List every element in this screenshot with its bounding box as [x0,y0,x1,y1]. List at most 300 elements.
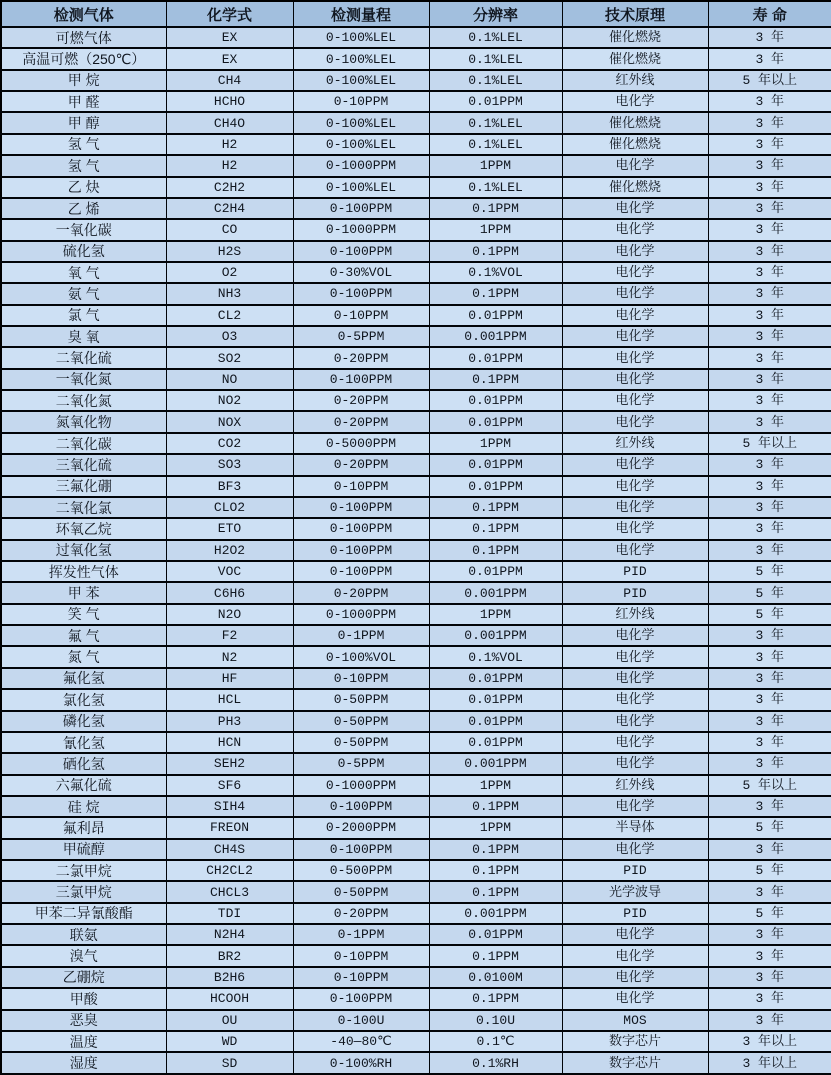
cell-resolution: 0.10U [429,1010,562,1031]
cell-resolution: 0.01PPM [429,305,562,326]
cell-resolution: 0.01PPM [429,689,562,710]
table-row [1,155,831,176]
cell-gas-name: 氟利昂 [1,817,166,838]
cell-technology: 电化学 [562,369,708,390]
table-row [1,668,831,689]
cell-lifespan: 3 年 [708,476,831,497]
cell-resolution: 0.1PPM [429,198,562,219]
cell-lifespan: 3 年以上 [708,1052,831,1074]
cell-gas-name: 二氧化碳 [1,433,166,454]
table-header [1,1,831,27]
cell-chemical-formula: SD [166,1052,293,1074]
cell-chemical-formula: NH3 [166,283,293,304]
table-row [1,177,831,198]
cell-lifespan: 3 年 [708,219,831,240]
cell-gas-name: 氢 气 [1,155,166,176]
cell-gas-name: 氯化氢 [1,689,166,710]
cell-resolution: 0.01PPM [429,668,562,689]
cell-detection-range: 0-100%LEL [293,134,429,155]
cell-technology: 电化学 [562,305,708,326]
cell-technology: 电化学 [562,689,708,710]
cell-chemical-formula: BF3 [166,476,293,497]
cell-technology: 光学波导 [562,881,708,902]
cell-resolution: 0.001PPM [429,326,562,347]
cell-lifespan: 3 年 [708,732,831,753]
table-row [1,369,831,390]
cell-lifespan: 5 年以上 [708,433,831,454]
cell-chemical-formula: TDI [166,903,293,924]
cell-gas-name: 二氧化氯 [1,497,166,518]
table-row [1,219,831,240]
cell-chemical-formula: HCL [166,689,293,710]
cell-resolution: 0.1%LEL [429,177,562,198]
cell-gas-name: 温度 [1,1031,166,1052]
cell-resolution: 0.1PPM [429,988,562,1009]
cell-resolution: 0.1PPM [429,518,562,539]
cell-detection-range: -40—80℃ [293,1031,429,1052]
cell-resolution: 0.01PPM [429,411,562,432]
cell-gas-name: 氨 气 [1,283,166,304]
cell-chemical-formula: OU [166,1010,293,1031]
cell-resolution: 0.0100M [429,967,562,988]
header-row [1,1,831,27]
cell-lifespan: 5 年 [708,561,831,582]
table-row [1,390,831,411]
table-body [1,27,831,1074]
cell-technology: 电化学 [562,198,708,219]
cell-chemical-formula: F2 [166,625,293,646]
cell-chemical-formula: HF [166,668,293,689]
cell-chemical-formula: HCOOH [166,988,293,1009]
cell-gas-name: 磷化氢 [1,711,166,732]
cell-gas-name: 氢 气 [1,134,166,155]
cell-chemical-formula: N2H4 [166,924,293,945]
cell-chemical-formula: ETO [166,518,293,539]
cell-technology: 数字芯片 [562,1052,708,1074]
cell-lifespan: 3 年 [708,540,831,561]
cell-detection-range: 0-50PPM [293,881,429,902]
table-row [1,540,831,561]
cell-lifespan: 3 年 [708,945,831,966]
table-row [1,497,831,518]
cell-lifespan: 3 年 [708,796,831,817]
table-row [1,561,831,582]
cell-gas-name: 氰化氢 [1,732,166,753]
cell-lifespan: 3 年 [708,411,831,432]
cell-lifespan: 5 年以上 [708,70,831,91]
cell-lifespan: 3 年 [708,112,831,133]
cell-chemical-formula: HCHO [166,91,293,112]
table-row [1,817,831,838]
table-row [1,305,831,326]
cell-detection-range: 0-100%LEL [293,177,429,198]
cell-detection-range: 0-1000PPM [293,155,429,176]
cell-chemical-formula: CH4 [166,70,293,91]
cell-chemical-formula: PH3 [166,711,293,732]
cell-detection-range: 0-5PPM [293,753,429,774]
cell-gas-name: 二氧化氮 [1,390,166,411]
cell-detection-range: 0-100PPM [293,839,429,860]
table-row [1,775,831,796]
cell-gas-name: 联氨 [1,924,166,945]
table-row [1,1052,831,1074]
table-row [1,1010,831,1031]
cell-detection-range: 0-10PPM [293,668,429,689]
cell-lifespan: 3 年 [708,668,831,689]
cell-technology: 电化学 [562,241,708,262]
cell-detection-range: 0-100%LEL [293,112,429,133]
cell-detection-range: 0-100PPM [293,561,429,582]
cell-resolution: 1PPM [429,817,562,838]
cell-chemical-formula: CH4O [166,112,293,133]
cell-lifespan: 3 年 [708,689,831,710]
cell-resolution: 0.1PPM [429,839,562,860]
cell-lifespan: 3 年 [708,988,831,1009]
cell-chemical-formula: CO [166,219,293,240]
cell-chemical-formula: EX [166,48,293,69]
table-row [1,860,831,881]
table-row [1,881,831,902]
cell-technology: 电化学 [562,753,708,774]
cell-resolution: 0.1%RH [429,1052,562,1074]
table-row [1,924,831,945]
cell-gas-name: 三氟化硼 [1,476,166,497]
cell-technology: 电化学 [562,796,708,817]
cell-lifespan: 3 年 [708,326,831,347]
cell-technology: 电化学 [562,411,708,432]
cell-gas-name: 一氧化氮 [1,369,166,390]
cell-resolution: 0.1PPM [429,796,562,817]
cell-technology: 电化学 [562,625,708,646]
cell-chemical-formula: CH4S [166,839,293,860]
cell-lifespan: 3 年 [708,27,831,48]
cell-chemical-formula: SEH2 [166,753,293,774]
cell-technology: 电化学 [562,646,708,667]
cell-resolution: 0.01PPM [429,711,562,732]
column-header-gas-name: 检测气体 [1,1,166,27]
column-header-technology: 技术原理 [562,1,708,27]
cell-resolution: 0.01PPM [429,476,562,497]
cell-gas-name: 二氧化硫 [1,347,166,368]
cell-resolution: 0.1℃ [429,1031,562,1052]
cell-resolution: 0.001PPM [429,753,562,774]
table-row [1,70,831,91]
cell-chemical-formula: CO2 [166,433,293,454]
cell-gas-name: 氮氧化物 [1,411,166,432]
cell-resolution: 0.1PPM [429,497,562,518]
cell-resolution: 0.001PPM [429,582,562,603]
cell-resolution: 0.1PPM [429,860,562,881]
cell-technology: PID [562,582,708,603]
cell-detection-range: 0-1PPM [293,924,429,945]
cell-technology: 电化学 [562,347,708,368]
cell-technology: 电化学 [562,540,708,561]
cell-chemical-formula: H2O2 [166,540,293,561]
cell-chemical-formula: N2O [166,604,293,625]
cell-resolution: 1PPM [429,775,562,796]
cell-lifespan: 5 年 [708,860,831,881]
cell-gas-name: 乙 炔 [1,177,166,198]
cell-gas-name: 氯 气 [1,305,166,326]
cell-detection-range: 0-2000PPM [293,817,429,838]
cell-technology: 催化燃烧 [562,177,708,198]
cell-gas-name: 甲苯二异氰酸酯 [1,903,166,924]
cell-gas-name: 甲硫醇 [1,839,166,860]
table-row [1,796,831,817]
cell-lifespan: 5 年 [708,903,831,924]
cell-gas-name: 六氟化硫 [1,775,166,796]
cell-lifespan: 3 年 [708,262,831,283]
cell-detection-range: 0-100%LEL [293,48,429,69]
cell-technology: 电化学 [562,283,708,304]
cell-detection-range: 0-100PPM [293,497,429,518]
cell-detection-range: 0-10PPM [293,305,429,326]
cell-lifespan: 3 年 [708,283,831,304]
cell-gas-name: 甲 醇 [1,112,166,133]
cell-resolution: 0.01PPM [429,454,562,475]
cell-lifespan: 3 年 [708,305,831,326]
cell-technology: 电化学 [562,91,708,112]
table-row [1,518,831,539]
table-row [1,625,831,646]
cell-resolution: 0.01PPM [429,390,562,411]
cell-detection-range: 0-10PPM [293,967,429,988]
cell-technology: 电化学 [562,668,708,689]
cell-resolution: 0.1%LEL [429,27,562,48]
cell-detection-range: 0-5000PPM [293,433,429,454]
cell-gas-name: 氧 气 [1,262,166,283]
cell-technology: 电化学 [562,219,708,240]
cell-lifespan: 3 年 [708,369,831,390]
cell-chemical-formula: C2H4 [166,198,293,219]
table-row [1,112,831,133]
cell-chemical-formula: CLO2 [166,497,293,518]
cell-lifespan: 3 年 [708,134,831,155]
cell-lifespan: 3 年 [708,198,831,219]
table-row [1,134,831,155]
cell-detection-range: 0-100%VOL [293,646,429,667]
cell-gas-name: 环氧乙烷 [1,518,166,539]
cell-detection-range: 0-20PPM [293,411,429,432]
cell-detection-range: 0-100PPM [293,198,429,219]
table-row [1,646,831,667]
table-row [1,241,831,262]
cell-resolution: 0.1%VOL [429,262,562,283]
cell-lifespan: 5 年 [708,817,831,838]
cell-chemical-formula: NOX [166,411,293,432]
cell-detection-range: 0-20PPM [293,582,429,603]
cell-detection-range: 0-100PPM [293,518,429,539]
cell-lifespan: 3 年 [708,497,831,518]
cell-technology: 催化燃烧 [562,134,708,155]
cell-gas-name: 可燃气体 [1,27,166,48]
cell-gas-name: 湿度 [1,1052,166,1074]
cell-resolution: 0.001PPM [429,903,562,924]
table-row [1,1031,831,1052]
cell-lifespan: 5 年 [708,582,831,603]
cell-resolution: 0.1%LEL [429,134,562,155]
table-row [1,326,831,347]
cell-technology: 电化学 [562,390,708,411]
table-row [1,262,831,283]
cell-lifespan: 3 年 [708,390,831,411]
cell-chemical-formula: HCN [166,732,293,753]
cell-resolution: 0.1%LEL [429,70,562,91]
cell-detection-range: 0-100PPM [293,540,429,561]
cell-chemical-formula: EX [166,27,293,48]
cell-detection-range: 0-20PPM [293,903,429,924]
cell-lifespan: 3 年 [708,241,831,262]
table-row [1,604,831,625]
table-row [1,411,831,432]
cell-technology: 半导体 [562,817,708,838]
cell-technology: 红外线 [562,70,708,91]
cell-detection-range: 0-1PPM [293,625,429,646]
table-row [1,988,831,1009]
table-row [1,753,831,774]
cell-gas-name: 笑 气 [1,604,166,625]
cell-resolution: 0.1%LEL [429,48,562,69]
cell-gas-name: 溴气 [1,945,166,966]
cell-chemical-formula: H2 [166,155,293,176]
cell-detection-range: 0-100PPM [293,796,429,817]
cell-chemical-formula: B2H6 [166,967,293,988]
cell-chemical-formula: CH2CL2 [166,860,293,881]
cell-resolution: 0.1PPM [429,241,562,262]
cell-lifespan: 3 年 [708,625,831,646]
cell-detection-range: 0-100PPM [293,369,429,390]
cell-chemical-formula: H2 [166,134,293,155]
cell-technology: 电化学 [562,155,708,176]
cell-resolution: 0.1%VOL [429,646,562,667]
cell-gas-name: 甲酸 [1,988,166,1009]
table-row [1,839,831,860]
cell-chemical-formula: C2H2 [166,177,293,198]
column-header-chemical-formula: 化学式 [166,1,293,27]
cell-detection-range: 0-30%VOL [293,262,429,283]
cell-gas-name: 甲 苯 [1,582,166,603]
cell-chemical-formula: WD [166,1031,293,1052]
cell-gas-name: 氟 气 [1,625,166,646]
cell-technology: 催化燃烧 [562,27,708,48]
cell-lifespan: 3 年 [708,881,831,902]
cell-resolution: 1PPM [429,219,562,240]
cell-detection-range: 0-50PPM [293,689,429,710]
cell-lifespan: 5 年以上 [708,775,831,796]
cell-detection-range: 0-50PPM [293,732,429,753]
table-row [1,582,831,603]
cell-resolution: 0.01PPM [429,924,562,945]
cell-detection-range: 0-1000PPM [293,219,429,240]
cell-lifespan: 3 年以上 [708,1031,831,1052]
cell-resolution: 0.1PPM [429,283,562,304]
table-row [1,903,831,924]
cell-technology: PID [562,561,708,582]
cell-lifespan: 3 年 [708,967,831,988]
cell-detection-range: 0-100PPM [293,241,429,262]
table-row [1,945,831,966]
cell-gas-name: 甲 烷 [1,70,166,91]
cell-technology: 电化学 [562,924,708,945]
cell-chemical-formula: NO2 [166,390,293,411]
cell-chemical-formula: VOC [166,561,293,582]
cell-gas-name: 乙硼烷 [1,967,166,988]
table-row [1,283,831,304]
cell-detection-range: 0-10PPM [293,945,429,966]
cell-resolution: 0.01PPM [429,561,562,582]
cell-chemical-formula: NO [166,369,293,390]
cell-chemical-formula: FREON [166,817,293,838]
cell-chemical-formula: N2 [166,646,293,667]
cell-gas-name: 三氯甲烷 [1,881,166,902]
cell-chemical-formula: SO2 [166,347,293,368]
cell-resolution: 1PPM [429,433,562,454]
cell-lifespan: 3 年 [708,924,831,945]
table-row [1,198,831,219]
cell-detection-range: 0-100%LEL [293,27,429,48]
cell-gas-name: 乙 烯 [1,198,166,219]
cell-technology: 电化学 [562,476,708,497]
table-row [1,711,831,732]
table-row [1,27,831,48]
cell-chemical-formula: SF6 [166,775,293,796]
table-row [1,689,831,710]
cell-detection-range: 0-1000PPM [293,604,429,625]
cell-technology: 电化学 [562,945,708,966]
cell-lifespan: 3 年 [708,91,831,112]
cell-detection-range: 0-500PPM [293,860,429,881]
cell-technology: 电化学 [562,967,708,988]
cell-lifespan: 3 年 [708,454,831,475]
cell-technology: PID [562,860,708,881]
cell-gas-name: 三氧化硫 [1,454,166,475]
cell-technology: 红外线 [562,775,708,796]
table-row [1,48,831,69]
cell-resolution: 0.01PPM [429,732,562,753]
cell-resolution: 0.01PPM [429,347,562,368]
cell-lifespan: 3 年 [708,518,831,539]
cell-detection-range: 0-10PPM [293,476,429,497]
cell-technology: 电化学 [562,326,708,347]
table-row [1,967,831,988]
cell-technology: 电化学 [562,711,708,732]
cell-lifespan: 3 年 [708,48,831,69]
cell-detection-range: 0-20PPM [293,390,429,411]
cell-gas-name: 氮 气 [1,646,166,667]
cell-lifespan: 5 年 [708,604,831,625]
cell-chemical-formula: O3 [166,326,293,347]
column-header-detection-range: 检测量程 [293,1,429,27]
cell-chemical-formula: H2S [166,241,293,262]
cell-technology: 电化学 [562,839,708,860]
cell-chemical-formula: SIH4 [166,796,293,817]
cell-chemical-formula: CL2 [166,305,293,326]
cell-detection-range: 0-100PPM [293,988,429,1009]
cell-technology: 数字芯片 [562,1031,708,1052]
cell-chemical-formula: BR2 [166,945,293,966]
cell-technology: 催化燃烧 [562,112,708,133]
cell-chemical-formula: SO3 [166,454,293,475]
cell-technology: 电化学 [562,732,708,753]
cell-resolution: 0.1%LEL [429,112,562,133]
table-row [1,476,831,497]
table-row [1,347,831,368]
cell-gas-name: 臭 氧 [1,326,166,347]
cell-lifespan: 3 年 [708,646,831,667]
table-row [1,732,831,753]
column-header-resolution: 分辨率 [429,1,562,27]
cell-gas-name: 硫化氢 [1,241,166,262]
